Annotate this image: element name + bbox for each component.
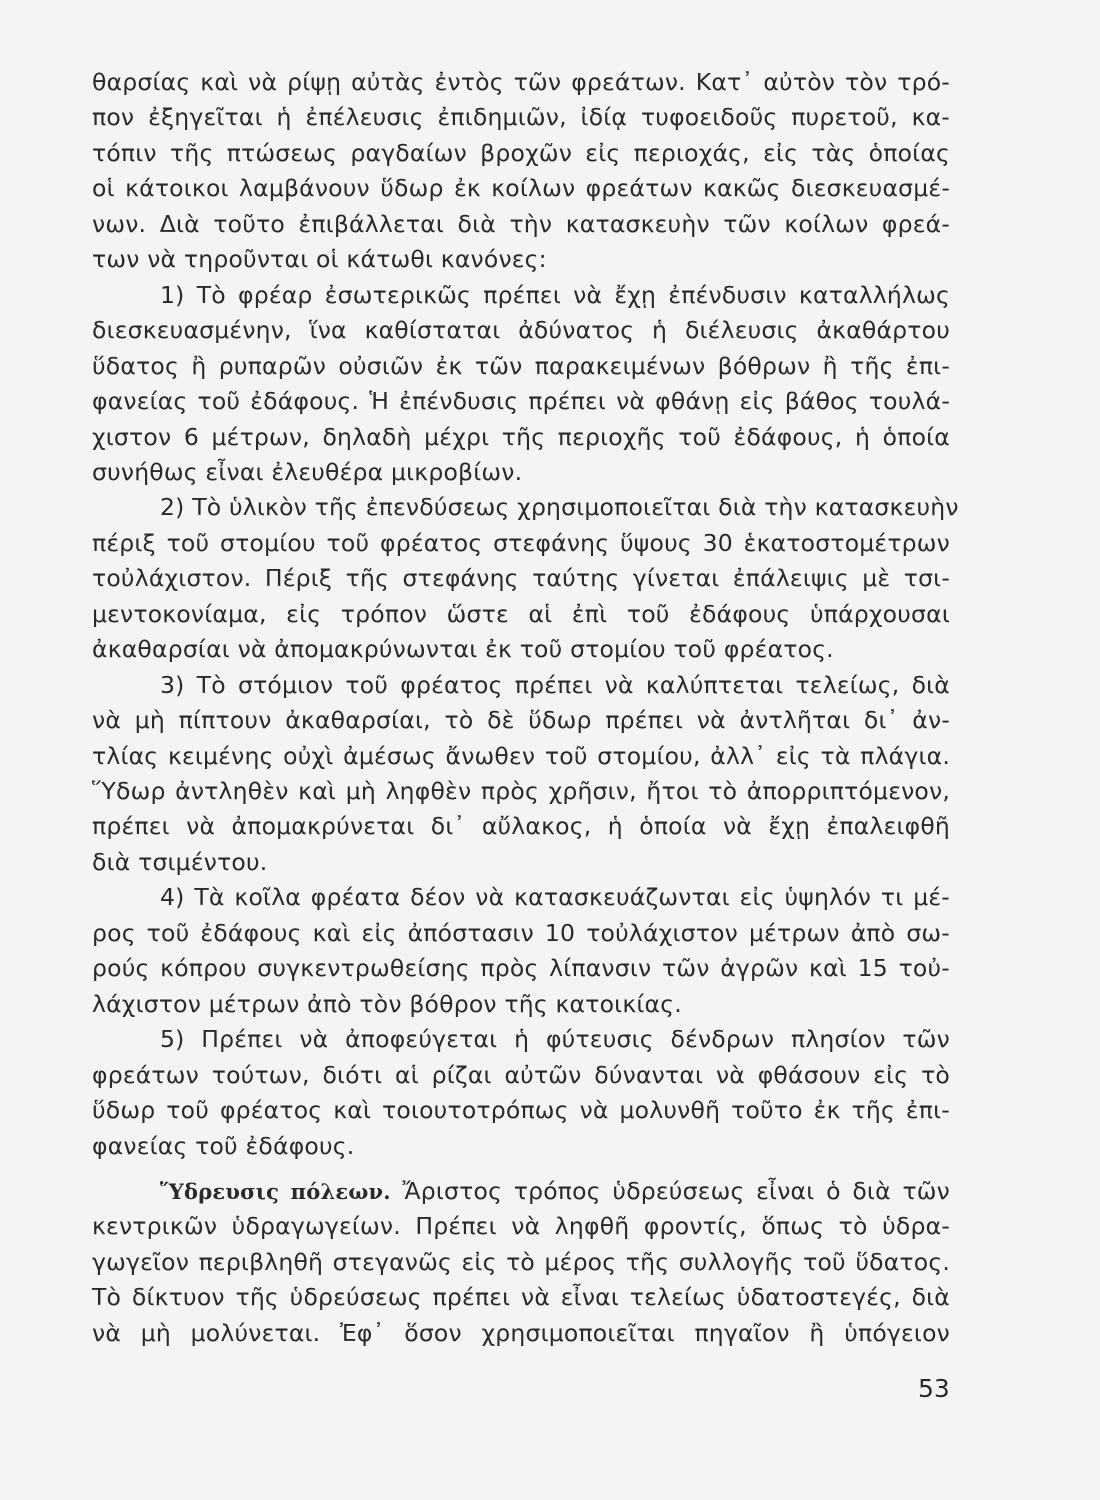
text-line: 3) Τὸ στόμιον τοῦ φρέατος πρέπει νὰ καλύπτεται τελείως, διὰ: [160, 670, 950, 699]
text-line: 2) Τὸ ὑλικὸν τῆς ἐπενδύσεως χρησιμοποιεῖται διὰ τὴν κατασκευὴν: [160, 493, 959, 522]
text-line: 5) Πρέπει νὰ ἀποφεύγεται ἡ φύτευσις δένδρων πλησίον τῶν: [160, 1025, 950, 1054]
text-line: τοὐλάχιστον. Πέριξ τῆς στεφάνης ταύτης γίνεται ἐπάλειψις μὲ τσι-: [92, 564, 950, 593]
text-line: τόπιν τῆς πτώσεως ραγδαίων βροχῶν εἰς περιοχάς, εἰς τὰς ὁποίας: [92, 138, 950, 167]
text-line: νων. Διὰ τοῦτο ἐπιβάλλεται διὰ τὴν κατασκευὴν τῶν κοίλων φρεά-: [92, 209, 950, 238]
text-line: πον ἐξηγεῖται ἡ ἐπέλευσις ἐπιδημιῶν, ἰδίᾳ τυφοειδοῦς πυρετοῦ, κα-: [92, 103, 950, 132]
text-line: ἀκαθαρσίαι νὰ ἀπομακρύνωνται ἐκ τοῦ στομίου τοῦ φρέατος.: [92, 635, 834, 664]
text-line: οἱ κάτοικοι λαμβάνουν ὕδωρ ἐκ κοίλων φρεάτων κακῶς διεσκευασμέ-: [92, 174, 950, 203]
text-line: 4) Τὰ κοῖλα φρέατα δέον νὰ κατασκευάζωνται εἰς ὑψηλόν τι μέ-: [160, 883, 950, 912]
text-line: κεντρικῶν ὑδραγωγείων. Πρέπει νὰ ληφθῆ φροντίς, ὅπως τὸ ὑδρα-: [92, 1212, 950, 1241]
text-line: ὕδωρ τοῦ φρέατος καὶ τοιουτοτρόπως νὰ μολυνθῆ τοῦτο ἐκ τῆς ἐπι-: [92, 1096, 950, 1125]
text-line: Ὕδωρ ἀντληθὲν καὶ μὴ ληφθὲν πρὸς χρῆσιν, ἤτοι τὸ ἀπορριπτόμενον,: [92, 777, 950, 805]
text-line: φανείας τοῦ ἐδάφους.: [92, 1131, 355, 1160]
text-line: πρέπει νὰ ἀπομακρύνεται δι᾽ αὔλακος, ἡ ὁποία νὰ ἔχῃ ἐπαλειφθῆ: [92, 812, 950, 841]
text-line: 1) Τὸ φρέαρ ἐσωτερικῶς πρέπει νὰ ἔχῃ ἐπένδυσιν καταλλήλως: [160, 280, 950, 309]
text-line: ρούς κόπρου συγκεντρωθείσης πρὸς λίπανσιν τῶν ἀγρῶν καὶ 15 τοὐ-: [92, 954, 950, 983]
text-line: των νὰ τηροῦνται οἱ κάτωθι κανόνες:: [92, 245, 547, 274]
text-line: φρεάτων τούτων, διότι αἱ ρίζαι αὐτῶν δύνανται νὰ φθάσουν εἰς τὸ: [92, 1060, 950, 1089]
text-line: ρος τοῦ ἐδάφους καὶ εἰς ἀπόστασιν 10 τοὐλάχιστον μέτρων ἀπὸ σω-: [92, 918, 950, 947]
text-line: [160, 1176, 950, 1206]
text-line: διὰ τσιμέντου.: [92, 847, 268, 876]
text-line: γωγεῖον περιβληθῆ στεγανῶς εἰς τὸ μέρος τῆς συλλογῆς τοῦ ὕδατος.: [92, 1247, 950, 1276]
section-heading: Ὕδρευσις πόλεων.: [160, 1178, 391, 1204]
text-line: φανείας τοῦ ἐδάφους. Ἡ ἐπένδυσις πρέπει νὰ φθάνῃ εἰς βάθος τουλά-: [92, 387, 950, 416]
text-line: νὰ μὴ πίπτουν ἀκαθαρσίαι, τὸ δὲ ὕδωρ πρέπει νὰ ἀντλῆται δι᾽ ἀν-: [92, 706, 950, 735]
page-number: 53: [918, 1374, 950, 1403]
text-line: συνήθως εἶναι ἐλευθέρα μικροβίων.: [92, 457, 523, 486]
text-line: διεσκευασμένην, ἵνα καθίσταται ἀδύνατος ἡ διέλευσις ἀκαθάρτου: [92, 316, 950, 345]
text-line: πέριξ τοῦ στομίου τοῦ φρέατος στεφάνης ὕψους 30 ἑκατοστομέτρων: [92, 528, 950, 557]
text-line: χιστον 6 μέτρων, δηλαδὴ μέχρι τῆς περιοχῆς τοῦ ἐδάφους, ἡ ὁποία: [92, 422, 950, 451]
text-line: τλίας κειμένης οὐχὶ ἀμέσως ἄνωθεν τοῦ στομίου, ἀλλ᾽ εἰς τὰ πλάγια.: [92, 741, 950, 770]
text-line: νὰ μὴ μολύνεται. Ἐφ᾽ ὅσον χρησιμοποιεῖται πηγαῖον ἢ ὑπόγειον: [92, 1318, 950, 1347]
text-line: μεντοκονίαμα, εἰς τρόπον ὥστε αἱ ἐπὶ τοῦ ἐδάφους ὑπάρχουσαι: [92, 599, 950, 628]
text-line: λάχιστον μέτρων ἀπὸ τὸν βόθρον τῆς κατοικίας.: [92, 989, 682, 1018]
text-line: θαρσίας καὶ νὰ ρίψῃ αὐτὰς ἐντὸς τῶν φρεάτων. Κατ᾽ αὐτὸν τὸν τρό-: [92, 68, 950, 96]
text-line: ὕδατος ἢ ρυπαρῶν οὐσιῶν ἐκ τῶν παρακειμένων βόθρων ἢ τῆς ἐπι-: [92, 351, 950, 380]
line-text: Ἄριστος τρόπος ὑδρεύσεως εἶναι ὁ διὰ τῶν: [402, 1176, 951, 1205]
text-line: Τὸ δίκτυον τῆς ὑδρεύσεως πρέπει νὰ εἶναι τελείως ὑδατοστεγές, διὰ: [92, 1283, 950, 1312]
